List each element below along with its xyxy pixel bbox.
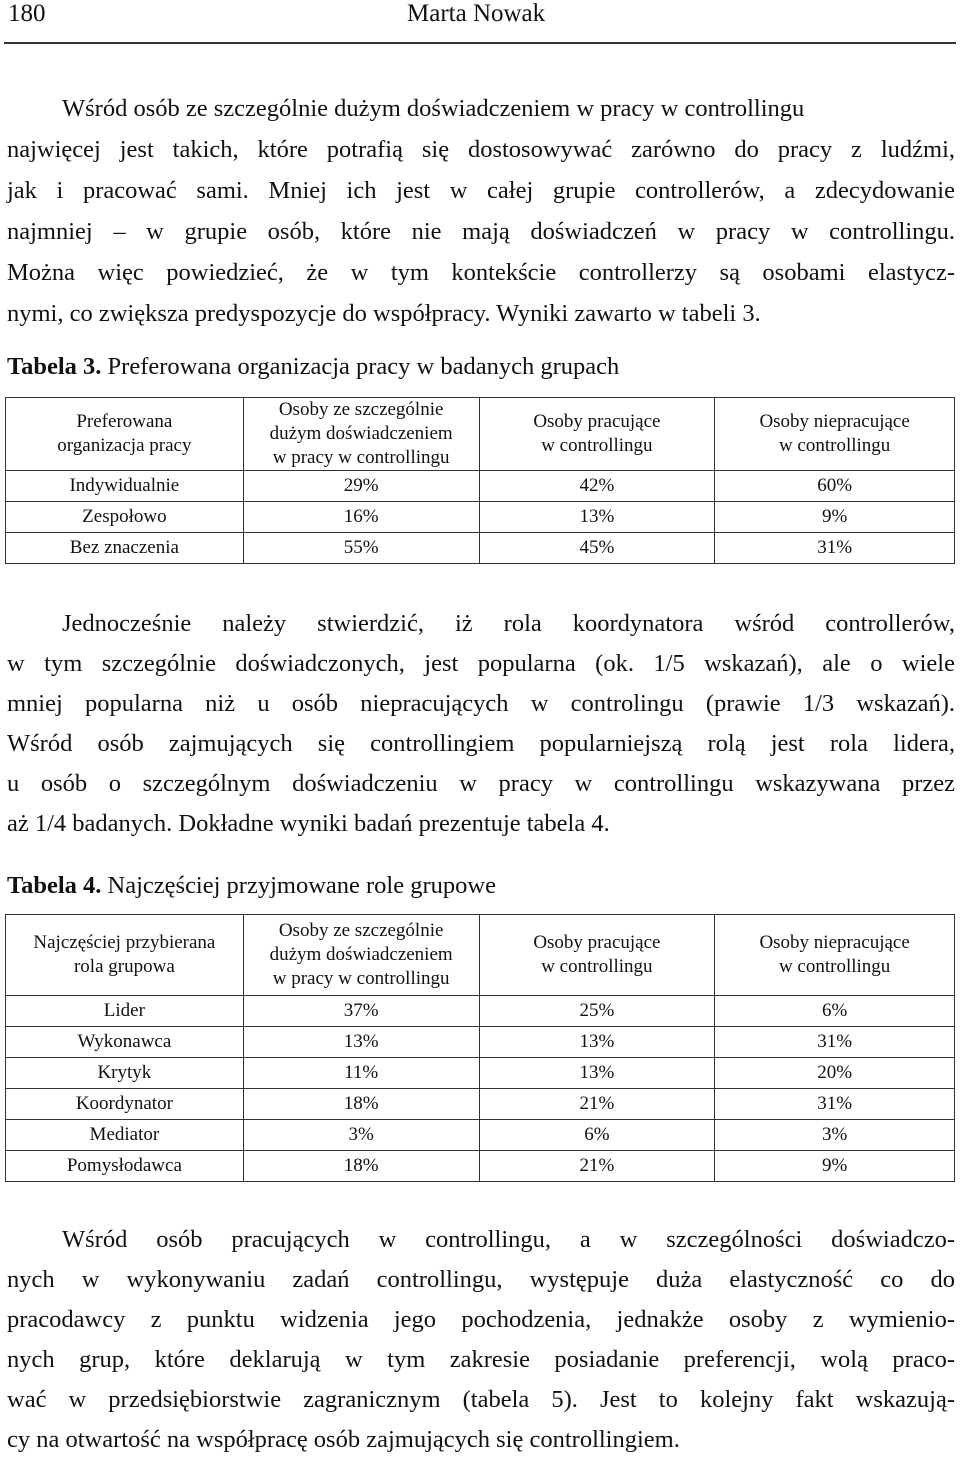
paragraph-line: nych w wykonywaniu zadań controllingu, występuje duża elastyczność co do xyxy=(7,1266,955,1293)
paragraph-line: Jednocześnie należy stwierdzić, iż rola koordynatora wśród controllerów, xyxy=(62,610,955,637)
table-cell: Wykonawca xyxy=(6,1027,244,1058)
table-cell: 31% xyxy=(715,533,955,564)
table-cell: 18% xyxy=(243,1089,479,1120)
table-cell: 29% xyxy=(243,471,479,502)
table-header-cell: Osoby niepracujące w controllingu xyxy=(715,398,955,471)
table-cell: 9% xyxy=(715,1151,955,1182)
table-3 xyxy=(5,397,955,564)
table-cell: 31% xyxy=(715,1027,955,1058)
paragraph-3 xyxy=(7,1220,955,1460)
table-cell: 18% xyxy=(243,1151,479,1182)
paragraph-line: u osób o szczególnym doświadczeniu w pracy w controllingu wskazywana przez xyxy=(7,770,955,797)
table-cell: 37% xyxy=(243,996,479,1027)
paragraph-line: mniej popularna niż u osób niepracujących w controlingu (prawie 1/3 wskazań). xyxy=(7,690,955,717)
table-cell: 21% xyxy=(479,1151,715,1182)
table-row xyxy=(6,502,955,533)
table-cell: 6% xyxy=(715,996,955,1027)
paragraph-line: nymi, co zwiększa predyspozycje do współpracy. Wyniki zawarto w tabeli 3. xyxy=(7,300,761,327)
table-cell: 16% xyxy=(243,502,479,533)
table-cell: 55% xyxy=(243,533,479,564)
table-cell: Krytyk xyxy=(6,1058,244,1089)
paragraph-line: aż 1/4 badanych. Dokładne wyniki badań prezentuje tabela 4. xyxy=(7,810,610,837)
table-cell: Indywidualnie xyxy=(6,471,244,502)
table-cell: 21% xyxy=(479,1089,715,1120)
paragraph-line: Wśród osób zajmujących się controllingiem popularniejszą rolą jest rola lidera, xyxy=(7,730,955,757)
table-cell: 13% xyxy=(479,1027,715,1058)
table-header-cell: Osoby niepracujące w controllingu xyxy=(715,915,955,996)
page-number: 180 xyxy=(8,0,46,27)
table-cell: 6% xyxy=(479,1120,715,1151)
table-cell: 11% xyxy=(243,1058,479,1089)
paragraph-line: w tym szczególnie doświadczonych, jest popularna (ok. 1/5 wskazań), ale o wiele xyxy=(7,650,955,677)
table-header-cell: Osoby pracujące w controllingu xyxy=(479,398,715,471)
table-cell: 9% xyxy=(715,502,955,533)
paragraph-line: najmniej – w grupie osób, które nie mają doświadczeń w pracy w controllingu. xyxy=(7,218,955,245)
table-cell: Pomysłodawca xyxy=(6,1151,244,1182)
running-head-author: Marta Nowak xyxy=(407,0,546,27)
table-header-cell: Osoby ze szczególnie dużym doświadczeniem w pracy w controllingu xyxy=(243,915,479,996)
paragraph-1 xyxy=(7,88,955,334)
paragraph-line: nych grup, które deklarują w tym zakresie posiadanie preferencji, wolą praco- xyxy=(7,1346,955,1373)
table-header-cell: Preferowana organizacja pracy xyxy=(6,398,244,471)
page-header xyxy=(4,0,956,44)
paragraph-line: najwięcej jest takich, które potrafią się dostosowywać zarówno do pracy z ludźmi, xyxy=(7,136,955,163)
table-cell: 31% xyxy=(715,1089,955,1120)
table-4-title: Najczęściej przyjmowane role grupowe xyxy=(101,872,496,899)
table-row xyxy=(6,996,955,1027)
table-cell: 25% xyxy=(479,996,715,1027)
table-cell: 3% xyxy=(715,1120,955,1151)
table-3-label: Tabela 3. xyxy=(7,353,102,380)
table-4-label: Tabela 4. xyxy=(7,872,102,899)
table-row xyxy=(6,1058,955,1089)
table-row xyxy=(6,533,955,564)
table-row xyxy=(6,1089,955,1120)
table-3-title: Preferowana organizacja pracy w badanych grupach xyxy=(101,353,620,380)
table-row xyxy=(6,1027,955,1058)
table-cell: 45% xyxy=(479,533,715,564)
paragraph-line: cy na otwartość na współpracę osób zajmujących się controllingiem. xyxy=(7,1426,680,1453)
table-cell: 3% xyxy=(243,1120,479,1151)
table-header-cell: Najczęściej przybierana rola grupowa xyxy=(6,915,244,996)
table-row xyxy=(6,1120,955,1151)
table-cell: 13% xyxy=(243,1027,479,1058)
table-cell: Lider xyxy=(6,996,244,1027)
table-cell: Mediator xyxy=(6,1120,244,1151)
table-cell: 42% xyxy=(479,471,715,502)
paragraph-2 xyxy=(7,604,955,844)
table-4-caption xyxy=(7,872,496,900)
paragraph-line: jak i pracować sami. Mniej ich jest w całej grupie controllerów, a zdecydowanie xyxy=(7,177,955,204)
table-header-row xyxy=(6,915,955,996)
table-header-cell: Osoby pracujące w controllingu xyxy=(479,915,715,996)
table-cell: Bez znaczenia xyxy=(6,533,244,564)
table-header-row xyxy=(6,398,955,471)
table-4 xyxy=(5,914,955,1182)
table-cell: 20% xyxy=(715,1058,955,1089)
paragraph-line: Wśród osób ze szczególnie dużym doświadczeniem w pracy w controllingu xyxy=(62,95,805,122)
table-cell: Zespołowo xyxy=(6,502,244,533)
table-row xyxy=(6,471,955,502)
table-cell: 60% xyxy=(715,471,955,502)
table-cell: Koordynator xyxy=(6,1089,244,1120)
table-row xyxy=(6,1151,955,1182)
paragraph-line: Wśród osób pracujących w controllingu, a w szczególności doświadczo- xyxy=(62,1226,955,1253)
paragraph-line: Można więc powiedzieć, że w tym kontekście controllerzy są osobami elastycz- xyxy=(7,259,955,286)
table-header-cell: Osoby ze szczególnie dużym doświadczeniem w pracy w controllingu xyxy=(243,398,479,471)
paragraph-line: pracodawcy z punktu widzenia jego pochodzenia, jednakże osoby z wymienio- xyxy=(7,1306,955,1333)
table-cell: 13% xyxy=(479,502,715,533)
table-3-caption xyxy=(7,353,619,381)
table-cell: 13% xyxy=(479,1058,715,1089)
paragraph-line: wać w przedsiębiorstwie zagranicznym (tabela 5). Jest to kolejny fakt wskazują- xyxy=(7,1386,955,1413)
